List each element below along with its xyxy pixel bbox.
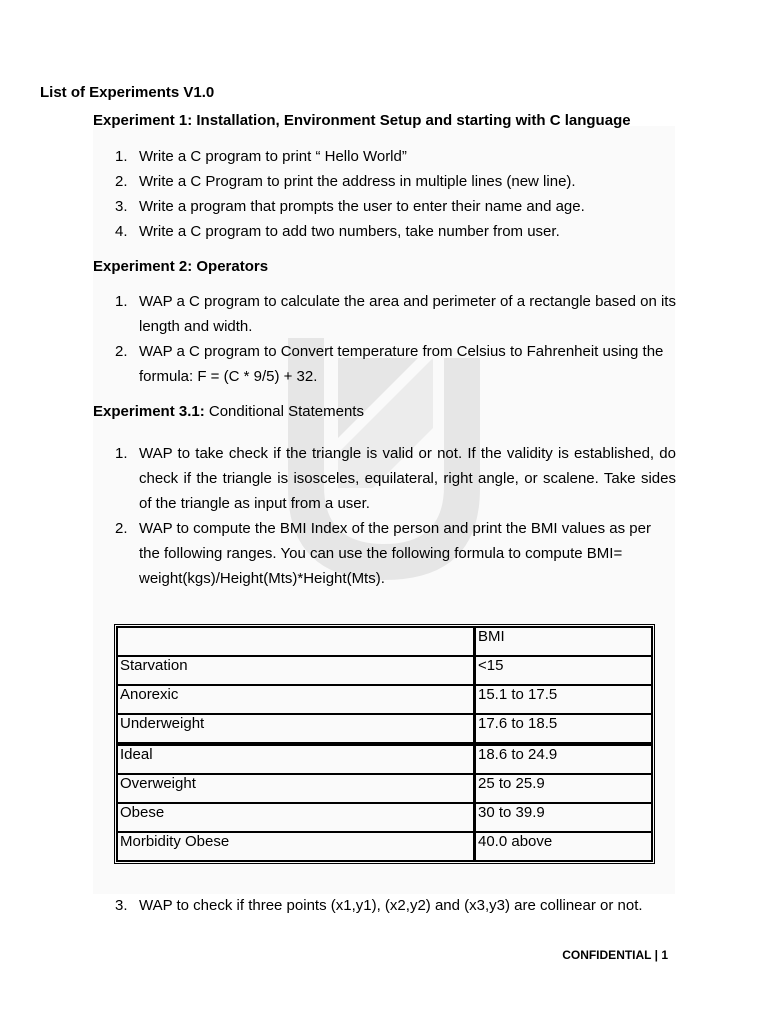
table-row	[117, 774, 652, 803]
list-item: 2. Write a C Program to print the address in multiple lines (new line).	[115, 173, 576, 190]
list-item: 1. Write a C program to print “ Hello World”	[115, 148, 407, 165]
experiment-3-list-continued	[93, 893, 676, 918]
list-item: 1. WAP a C program to calculate the area and perimeter of a rectangle based on its length and width.	[115, 293, 676, 335]
table-header-cell: BMI	[474, 627, 652, 656]
experiment-1-heading: Experiment 1: Installation, Environment Setup and starting with C language	[93, 112, 631, 129]
experiment-3-list	[93, 441, 676, 591]
table-cell: Overweight	[117, 774, 474, 803]
table-cell: Obese	[117, 803, 474, 832]
list-item: 1. WAP to take check if the triangle is valid or not. If the validity is established, do check if the triangle is isosceles, equilateral, right angle, or scalene. Take sides of the triangle as input from a user.	[115, 445, 676, 512]
table-header-row	[117, 627, 652, 656]
document-title: List of Experiments V1.0	[40, 84, 215, 101]
table-cell: 18.6 to 24.9	[474, 743, 652, 774]
table-row	[117, 685, 652, 714]
table-cell: Morbidity Obese	[117, 832, 474, 861]
confidential-footer: CONFIDENTIAL | 1	[562, 948, 668, 962]
table-header-cell	[117, 627, 474, 656]
table-cell: Starvation	[117, 656, 474, 685]
experiment-2-list	[93, 289, 676, 389]
table-cell: 40.0 above	[474, 832, 652, 861]
table-cell: 15.1 to 17.5	[474, 685, 652, 714]
table-cell: Ideal	[117, 743, 474, 774]
table-row	[117, 714, 652, 743]
table-cell: Anorexic	[117, 685, 474, 714]
bmi-table	[114, 624, 655, 864]
list-item: 3. WAP to check if three points (x1,y1), (x2,y2) and (x3,y3) are collinear or not.	[115, 897, 643, 914]
table-row	[117, 832, 652, 861]
experiment-3-heading: Experiment 3.1: Conditional Statements	[93, 403, 364, 420]
experiment-2-heading: Experiment 2: Operators	[93, 258, 269, 275]
list-item: 2. WAP to compute the BMI Index of the person and print the BMI values as per the following ranges. You can use the following formula to compute BMI= weight(kgs)/Height(Mts)*Height(Mts).	[115, 520, 651, 587]
table-cell: Underweight	[117, 714, 474, 743]
table-row	[117, 656, 652, 685]
table-cell: 17.6 to 18.5	[474, 714, 652, 743]
list-item: 2. WAP a C program to Convert temperature from Celsius to Fahrenheit using the formula: F = (C * 9/5) + 32.	[115, 343, 664, 385]
table-cell: 25 to 25.9	[474, 774, 652, 803]
table-cell: <15	[474, 656, 652, 685]
table-row	[117, 743, 652, 774]
list-item: 4. Write a C program to add two numbers, take number from user.	[115, 223, 560, 240]
experiment-1-list	[93, 144, 676, 244]
table-cell: 30 to 39.9	[474, 803, 652, 832]
list-item: 3. Write a program that prompts the user to enter their name and age.	[115, 198, 585, 215]
table-row	[117, 803, 652, 832]
